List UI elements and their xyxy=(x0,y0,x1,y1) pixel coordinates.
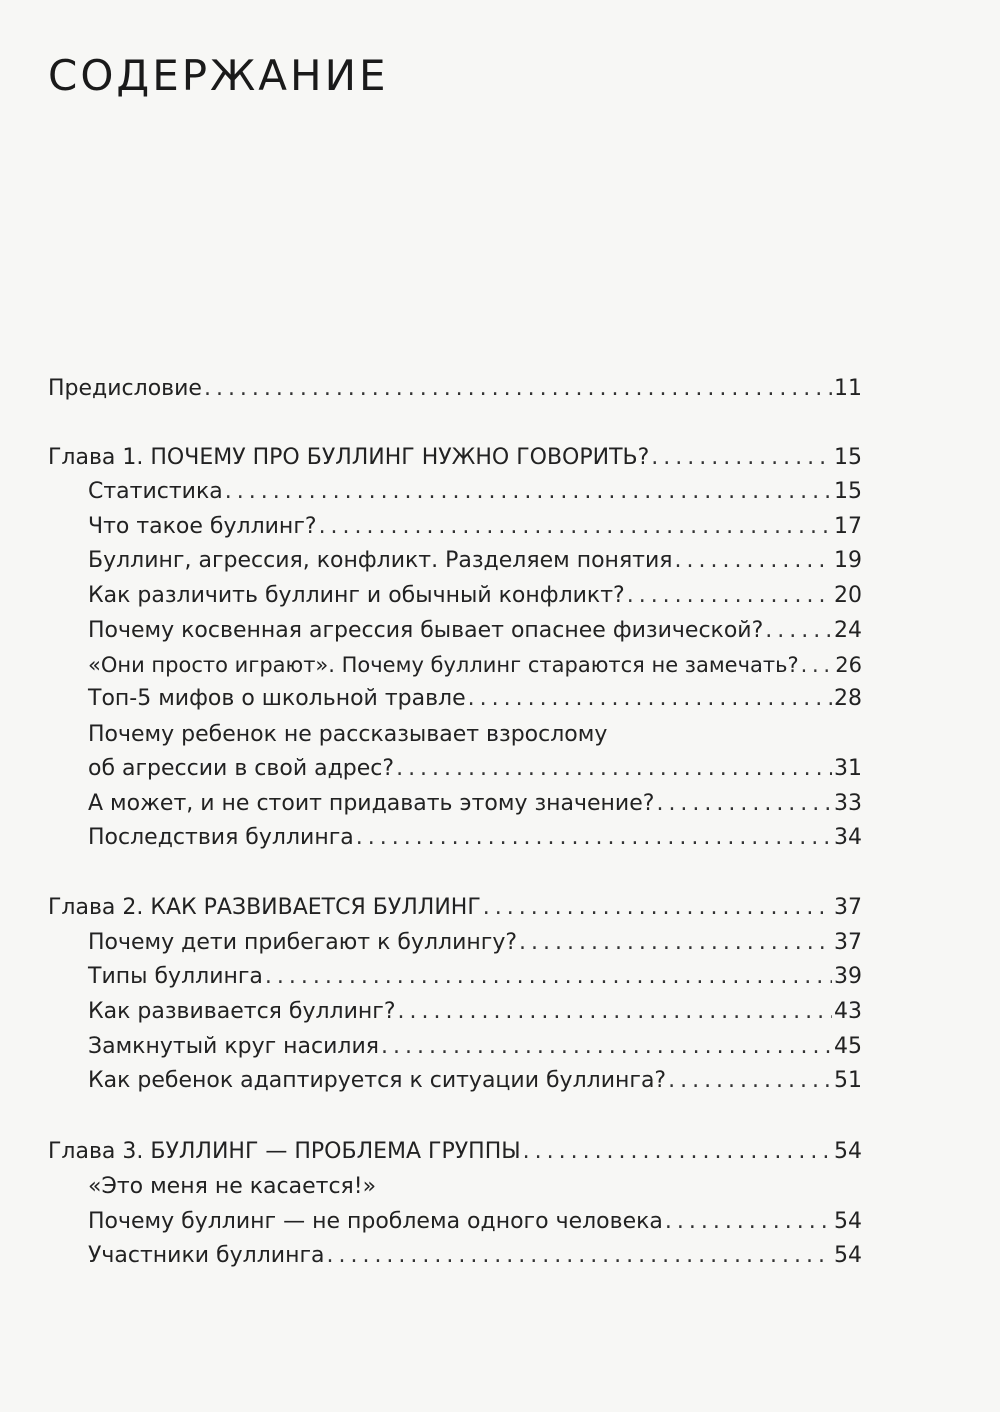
dot-leader xyxy=(319,510,832,544)
toc-entry-label: Последствия буллинга xyxy=(88,825,354,850)
toc-entry[interactable] xyxy=(88,995,862,1029)
toc-entry[interactable] xyxy=(88,510,862,544)
toc-page-number: 28 xyxy=(834,686,862,711)
toc-chapter-1[interactable] xyxy=(48,441,862,475)
dot-leader xyxy=(327,1239,833,1273)
chapter-title: Глава 1. ПОЧЕМУ ПРО БУЛЛИНГ НУЖНО ГОВОРИТЬ? xyxy=(48,445,650,470)
toc-entry[interactable] xyxy=(88,752,862,786)
chapter-title: Глава 2. КАК РАЗВИВАЕТСЯ БУЛЛИНГ xyxy=(48,895,481,920)
toc-entry[interactable] xyxy=(88,614,862,648)
toc-entry-label: Участники буллинга xyxy=(88,1243,325,1268)
dot-leader xyxy=(665,1205,832,1239)
toc-page-number: 15 xyxy=(834,445,862,470)
toc-page-number: 43 xyxy=(834,999,862,1024)
dot-leader xyxy=(381,1030,832,1064)
dot-leader xyxy=(483,891,832,925)
toc-page-number: 31 xyxy=(834,756,862,781)
toc-entry[interactable] xyxy=(88,544,862,578)
toc-chapter-2[interactable] xyxy=(48,891,862,925)
toc-page-number: 37 xyxy=(834,895,862,920)
toc-page-number: 15 xyxy=(834,479,862,504)
toc-entry-preface[interactable] xyxy=(48,372,862,406)
toc-entry-label: Статистика xyxy=(88,479,223,504)
toc-page-number: 45 xyxy=(834,1034,862,1059)
toc-page-number: 54 xyxy=(834,1209,862,1234)
toc-entry-label: Замкнутый круг насилия xyxy=(88,1034,380,1059)
toc-entry-label[interactable]: «Это меня не касается!» xyxy=(88,1174,377,1199)
toc-page-number: 19 xyxy=(834,548,862,573)
toc-entry-label: Как ребенок адаптируется к ситуации буллинга? xyxy=(88,1068,667,1093)
dot-leader xyxy=(651,441,832,475)
chapter-title: Глава 3. БУЛЛИНГ — ПРОБЛЕМА ГРУППЫ xyxy=(48,1139,521,1164)
toc-chapter-3[interactable] xyxy=(48,1135,862,1169)
toc-entry[interactable] xyxy=(88,682,862,716)
dot-leader xyxy=(468,682,832,716)
toc-entry[interactable] xyxy=(88,1064,862,1098)
toc-entry-label: «Они просто играют». Почему буллинг стараются не замечать? xyxy=(88,653,799,677)
toc-entry-label: Топ-5 мифов о школьной травле xyxy=(88,686,466,711)
dot-leader xyxy=(519,926,832,960)
toc-entry[interactable] xyxy=(88,475,862,509)
toc-entry-label: Типы буллинга xyxy=(88,964,263,989)
dot-leader xyxy=(396,752,832,786)
dot-leader xyxy=(675,544,832,578)
toc-entry[interactable] xyxy=(88,1239,862,1273)
dot-leader xyxy=(627,579,832,613)
toc-page-number: 33 xyxy=(834,791,862,816)
dot-leader xyxy=(204,372,832,406)
toc-page-number: 20 xyxy=(834,583,862,608)
toc-entry-label: Почему дети прибегают к буллингу? xyxy=(88,930,518,955)
toc-entry[interactable] xyxy=(88,926,862,960)
toc-entry-label: Как развивается буллинг? xyxy=(88,999,396,1024)
dot-leader xyxy=(801,648,834,682)
toc-page-number: 17 xyxy=(834,514,862,539)
dot-leader xyxy=(656,787,832,821)
page-title: СОДЕРЖАНИЕ xyxy=(48,51,389,100)
toc-page-number: 37 xyxy=(834,930,862,955)
toc-entry[interactable] xyxy=(88,1205,862,1239)
toc-page-number: 54 xyxy=(834,1139,862,1164)
toc-entry-label: Почему буллинг — не проблема одного человека xyxy=(88,1209,663,1234)
toc-entry-label: Буллинг, агрессия, конфликт. Разделяем понятия xyxy=(88,548,673,573)
toc-entry[interactable] xyxy=(88,1030,862,1064)
toc-entry-label: Как различить буллинг и обычный конфликт? xyxy=(88,583,625,608)
toc-page-number: 51 xyxy=(834,1068,862,1093)
dot-leader xyxy=(398,995,832,1029)
toc-entry-label: А может, и не стоит придавать этому значение? xyxy=(88,791,655,816)
toc-entry-label: об агрессии в свой адрес? xyxy=(88,756,395,781)
dot-leader xyxy=(523,1135,832,1169)
toc-entry-label: Почему косвенная агрессия бывает опаснее физической? xyxy=(88,618,764,643)
toc-entry[interactable] xyxy=(88,821,862,855)
toc-page-number: 34 xyxy=(834,825,862,850)
dot-leader xyxy=(356,821,832,855)
toc-page-number: 26 xyxy=(835,653,862,677)
dot-leader xyxy=(765,614,832,648)
toc-page-number: 39 xyxy=(834,964,862,989)
toc-entry[interactable] xyxy=(88,787,862,821)
toc-entry-label: Предисловие xyxy=(48,376,202,401)
toc-page-number: 11 xyxy=(834,376,862,401)
toc-entry[interactable] xyxy=(88,579,862,613)
dot-leader xyxy=(225,475,832,509)
dot-leader xyxy=(668,1064,832,1098)
toc-entry[interactable] xyxy=(88,648,862,682)
dot-leader xyxy=(265,960,832,994)
toc-entry-label: Что такое буллинг? xyxy=(88,514,317,539)
toc-page-number: 24 xyxy=(834,618,862,643)
toc-entry[interactable] xyxy=(88,960,862,994)
toc-entry-label[interactable]: Почему ребенок не рассказывает взрослому xyxy=(88,722,608,747)
toc-page-number: 54 xyxy=(834,1243,862,1268)
